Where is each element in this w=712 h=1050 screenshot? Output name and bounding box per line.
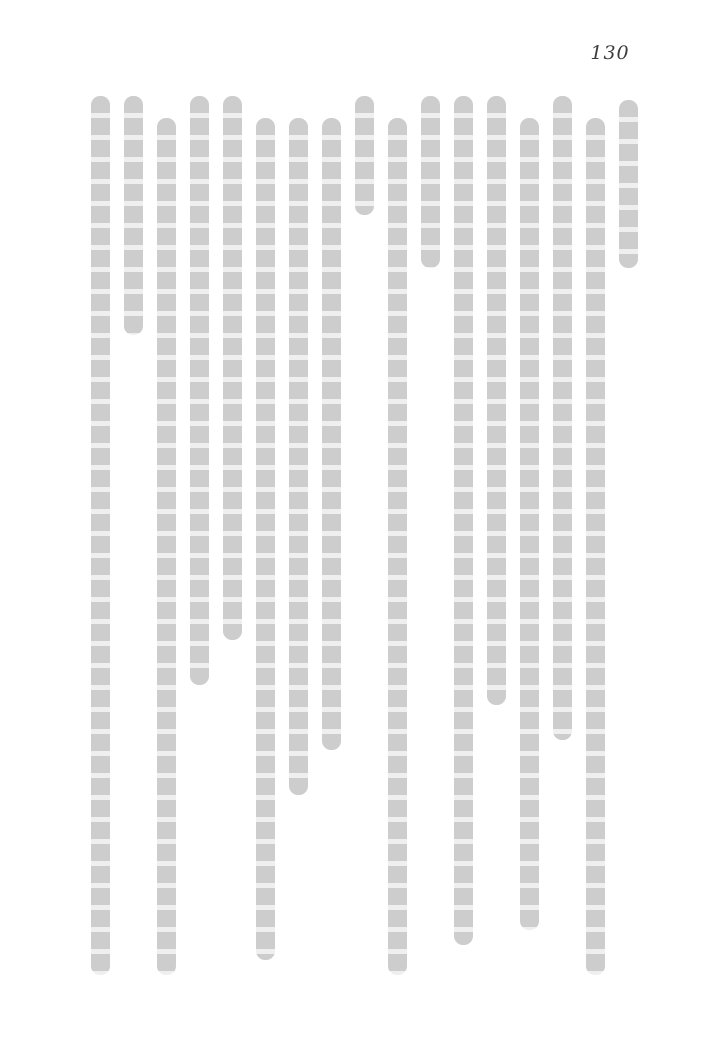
redacted-text-line bbox=[124, 96, 143, 335]
redacted-text-line bbox=[454, 96, 473, 945]
page-number: 130 bbox=[590, 42, 630, 64]
redacted-text-line bbox=[421, 96, 440, 268]
redacted-text-line bbox=[586, 118, 605, 975]
redacted-text-line bbox=[322, 118, 341, 750]
redacted-text-line bbox=[520, 118, 539, 930]
redacted-text-line bbox=[388, 118, 407, 975]
redacted-text-line bbox=[289, 118, 308, 795]
redacted-text-line bbox=[487, 96, 506, 705]
redacted-text-line bbox=[619, 100, 638, 268]
redacted-text-line bbox=[223, 96, 242, 640]
redacted-text-line bbox=[256, 118, 275, 960]
redacted-text-line bbox=[190, 96, 209, 685]
redacted-text-line bbox=[355, 96, 374, 215]
redacted-text-line bbox=[157, 118, 176, 975]
redacted-text-line bbox=[91, 96, 110, 975]
redacted-text-line bbox=[553, 96, 572, 740]
